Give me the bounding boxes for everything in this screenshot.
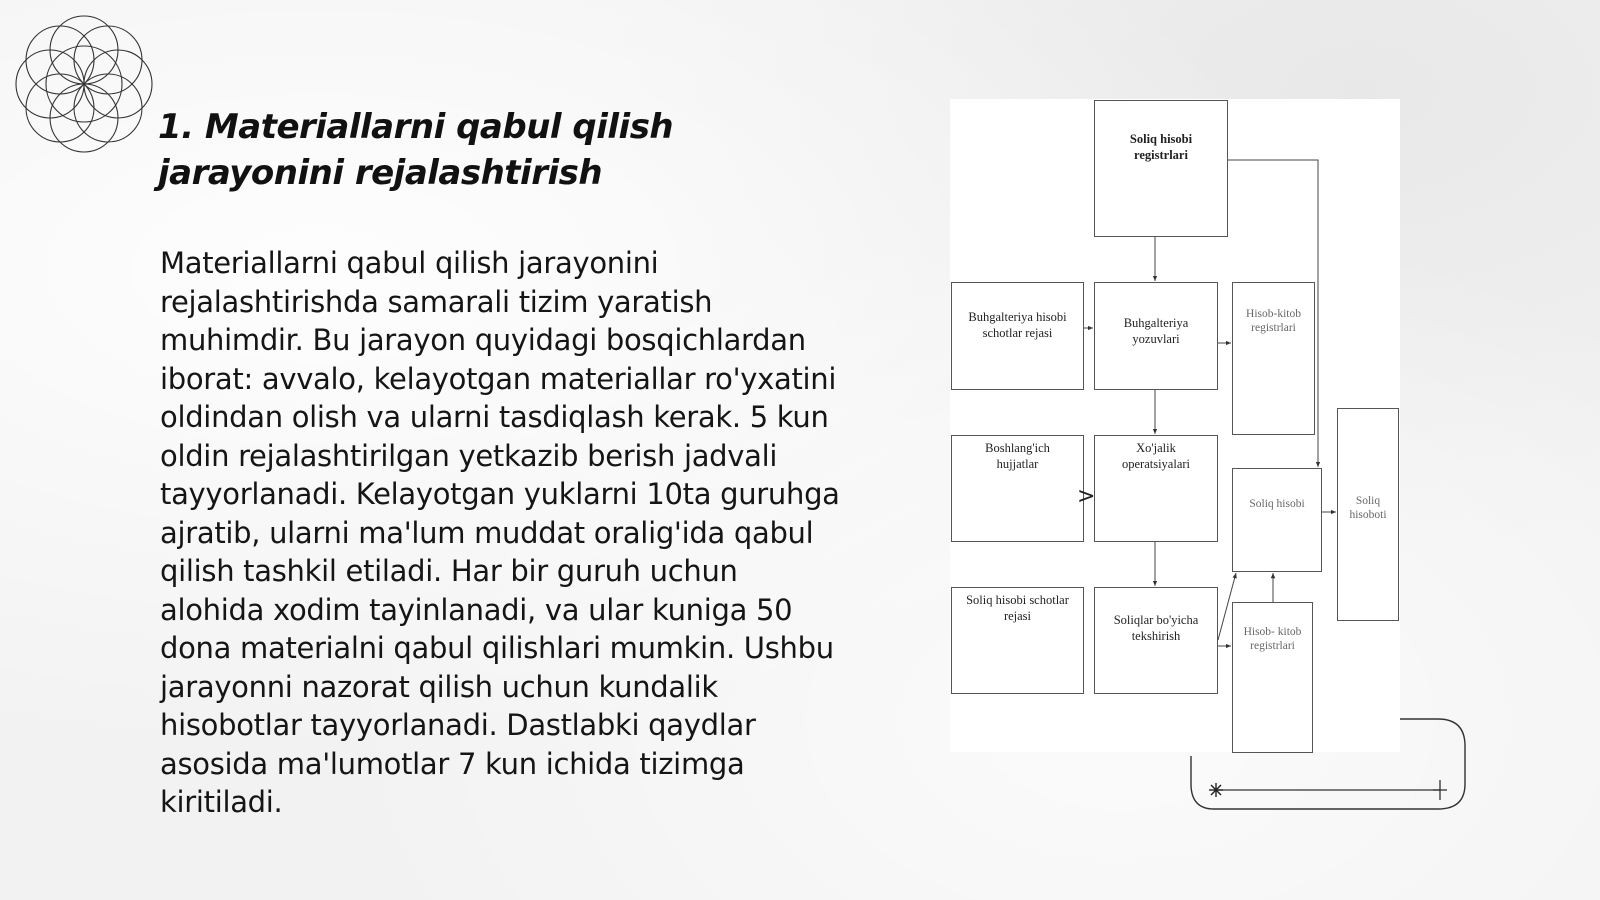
box-label: Hisob- kitob bbox=[1243, 626, 1302, 638]
box-label: Xo'jalik bbox=[1136, 441, 1176, 455]
sparkle-icon bbox=[1433, 780, 1447, 800]
box-soliq-hisoboti bbox=[1337, 408, 1399, 621]
chevron-glyph: > bbox=[1077, 484, 1096, 509]
decorative-rounded-frame bbox=[1188, 718, 1470, 812]
box-soliq-hisobi bbox=[1232, 468, 1322, 572]
box-buhgalteriya-yozuvlari bbox=[1094, 282, 1218, 390]
box-boshlangich-hujjatlar bbox=[951, 435, 1084, 542]
box-label: registrlari bbox=[1251, 322, 1296, 334]
box-label: Soliq bbox=[1355, 495, 1381, 507]
box-label: rejasi bbox=[1003, 609, 1032, 623]
box-hisob-kitob-registrlari-1 bbox=[1232, 282, 1315, 435]
box-label: Soliqlar bo'yicha bbox=[1113, 613, 1199, 627]
box-label: hisoboti bbox=[1349, 509, 1387, 521]
box-label: Buhgalteriya bbox=[1123, 316, 1189, 330]
box-xojalik-operatsiyalari bbox=[1094, 435, 1218, 542]
box-label: Soliq hisobi schotlar bbox=[966, 593, 1069, 607]
box-soliq-hisobi-registrlari bbox=[1094, 100, 1228, 237]
box-label: registrlari bbox=[1250, 640, 1295, 652]
slide-title-line2: jarayonini rejalashtirish bbox=[158, 153, 603, 193]
box-label: operatsiyalari bbox=[1121, 457, 1191, 471]
box-soliq-hisobi-schotlar-rejasi bbox=[951, 587, 1084, 694]
box-label: Hisob-kitob bbox=[1246, 308, 1301, 320]
box-label: schotlar rejasi bbox=[982, 326, 1053, 340]
box-label: Boshlang'ich bbox=[985, 441, 1050, 455]
slide-body-text: Materiallarni qabul qilish jarayonini rejalashtirishda samarali tizim yaratish muhimdir. Bu jarayon quyidagi bosqichlardan iborat: avvalo, kelayotgan materiallar ro'yxatini oldindan olish va ularni tasdiqlash kerak. 5 kun oldin rejalashtirilgan yetkazib berish jadvali tayyorlanadi. Kelayotgan yuklarni 10ta guruhga ajratib, ularni ma'lum muddat oralig'ida qabul qilish tashkil etiladi. Har bir guruh uchun alohida xodim tayinlanadi, va ular kuniga 50 dona materialni qabul qilishlari mumkin. Ushbu jarayonni nazorat qilish uchun kundalik hisobotlar tayyorlanadi. Dastlabki qaydlar asosida ma'lumotlar 7 kun ichida tizimga kiritiladi. bbox=[160, 246, 840, 819]
box-label: Buhgalteriya hisobi bbox=[968, 310, 1067, 324]
slide-title-line1: 1. Materiallarni qabul qilish bbox=[158, 107, 674, 147]
box-buhgalteriya-schotlar-rejasi bbox=[951, 282, 1084, 390]
box-label: registrlari bbox=[1134, 148, 1188, 162]
decorative-circles-ornament bbox=[8, 8, 160, 160]
box-label: Soliq hisobi bbox=[1249, 498, 1305, 510]
slide-title bbox=[158, 104, 778, 196]
box-label: Soliq hisobi bbox=[1129, 132, 1193, 146]
box-label: yozuvlari bbox=[1132, 332, 1180, 346]
starburst-icon bbox=[1209, 783, 1223, 797]
box-label: tekshirish bbox=[1131, 629, 1181, 643]
box-label: hujjatlar bbox=[996, 457, 1039, 471]
box-soliqlar-tekshirish bbox=[1094, 587, 1218, 694]
